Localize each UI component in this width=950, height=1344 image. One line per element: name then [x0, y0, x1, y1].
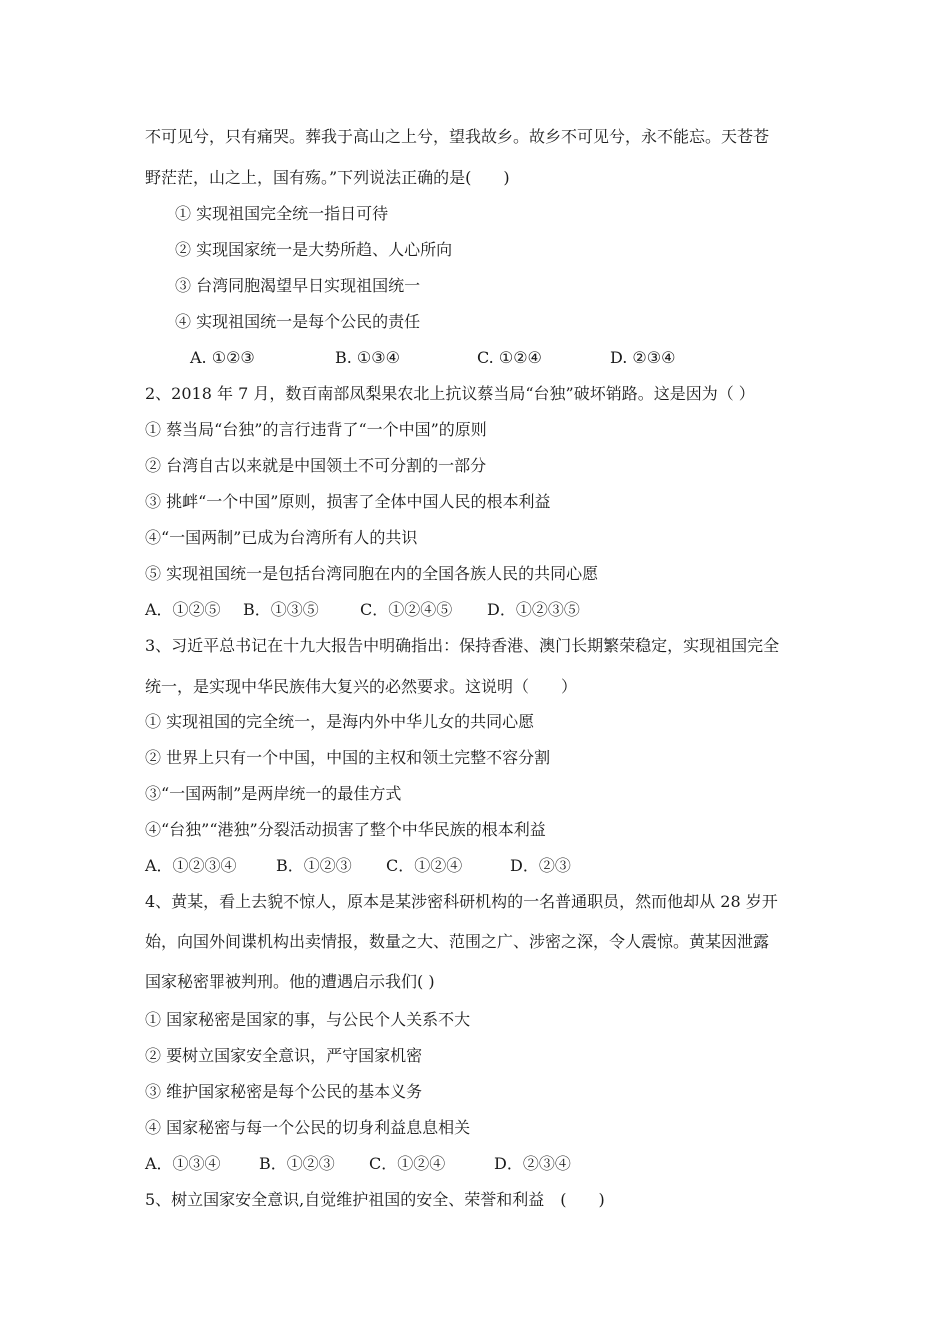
q5-stem: 5、树立国家安全意识,自觉维护祖国的安全、荣誉和利益 ( ): [145, 1190, 605, 1209]
q2-item: ③ 挑衅“一个中国”原则，损害了全体中国人民的根本利益: [145, 492, 551, 511]
q2-stem: 2、2018 年 7 月，数百南部凤梨果农北上抗议蔡当局“台独”破坏销路。这是因为（ ）: [145, 384, 755, 403]
q1-option-b: B. ①③④: [335, 348, 400, 367]
q4-item: ② 要树立国家安全意识，严守国家机密: [145, 1046, 423, 1065]
q3-item: ① 实现祖国的完全统一，是海内外中华儿女的共同心愿: [145, 712, 535, 731]
q3-option-b: B．①②③: [276, 856, 352, 875]
q4-item: ④ 国家秘密与每一个公民的切身利益息息相关: [145, 1118, 471, 1137]
q3-stem-line: 统一，是实现中华民族伟大复兴的必然要求。这说明（ ）: [145, 677, 578, 696]
q4-option-d: D．②③④: [494, 1154, 571, 1173]
q2-option-a: A．①②⑤: [145, 600, 221, 619]
q4-stem-line: 始，向国外间谍机构出卖情报，数量之大、范围之广、涉密之深，令人震惊。黄某因泄露: [145, 932, 770, 951]
q1-stem-line: 不可见兮，只有痛哭。葬我于高山之上兮，望我故乡。故乡不可见兮，永不能忘。天苍苍: [145, 127, 770, 146]
q1-stem-line: 野茫茫，山之上，国有殇。”下列说法正确的是( ): [145, 168, 510, 187]
q1-item: ④ 实现祖国统一是每个公民的责任: [175, 312, 421, 331]
q3-item: ② 世界上只有一个中国，中国的主权和领土完整不容分割: [145, 748, 551, 767]
q2-option-b: B．①③⑤: [243, 600, 319, 619]
q1-item: ② 实现国家统一是大势所趋、人心所向: [175, 240, 453, 259]
q1-item: ① 实现祖国完全统一指日可待: [175, 204, 389, 223]
q2-option-c: C．①②④⑤: [360, 600, 453, 619]
q3-option-c: C．①②④: [386, 856, 463, 875]
q1-option-c: C. ①②④: [477, 348, 542, 367]
q4-item: ③ 维护国家秘密是每个公民的基本义务: [145, 1082, 423, 1101]
q4-option-c: C．①②④: [369, 1154, 446, 1173]
q2-item: ⑤ 实现祖国统一是包括台湾同胞在内的全国各族人民的共同心愿: [145, 564, 599, 583]
q4-stem-line: 4、黄某，看上去貌不惊人，原本是某涉密科研机构的一名普通职员，然而他却从 28 岁开: [145, 892, 778, 911]
q2-item: ④“一国两制”已成为台湾所有人的共识: [145, 528, 418, 547]
q3-option-a: A．①②③④: [145, 856, 237, 875]
q2-item: ① 蔡当局“台独”的言行违背了“一个中国”的原则: [145, 420, 487, 439]
q1-item: ③ 台湾同胞渴望早日实现祖国统一: [175, 276, 421, 295]
q4-stem-line: 国家秘密罪被判刑。他的遭遇启示我们( ): [145, 972, 435, 991]
q3-item: ④“台独”“港独”分裂活动损害了整个中华民族的根本利益: [145, 820, 546, 839]
q2-item: ② 台湾自古以来就是中国领土不可分割的一部分: [145, 456, 487, 475]
q3-stem-line: 3、习近平总书记在十九大报告中明确指出：保持香港、澳门长期繁荣稳定，实现祖国完全: [145, 636, 780, 655]
q4-option-b: B．①②③: [259, 1154, 335, 1173]
q1-option-d: D. ②③④: [610, 348, 676, 367]
q1-option-a: A. ①②③: [190, 348, 255, 367]
q4-item: ① 国家秘密是国家的事，与公民个人关系不大: [145, 1010, 471, 1029]
q3-option-d: D．②③: [510, 856, 571, 875]
q2-option-d: D．①②③⑤: [487, 600, 580, 619]
q4-option-a: A．①③④: [145, 1154, 221, 1173]
q3-item: ③“一国两制”是两岸统一的最佳方式: [145, 784, 402, 803]
